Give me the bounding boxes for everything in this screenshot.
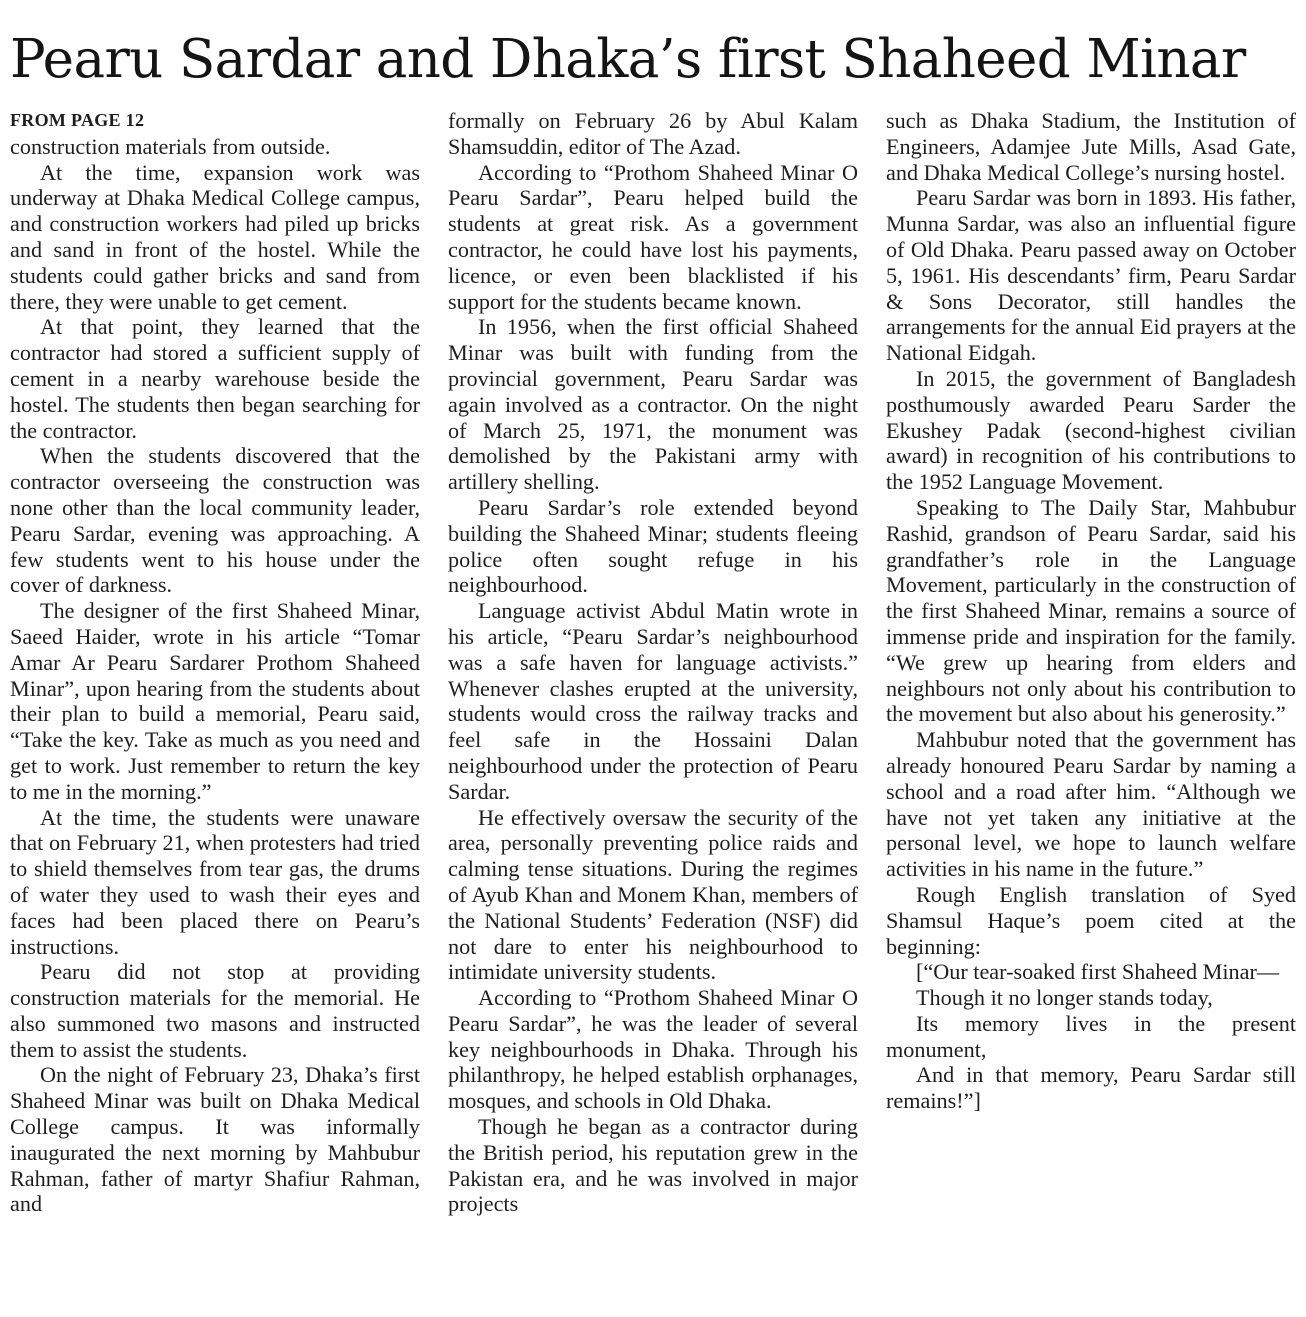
article-column-3: [886, 108, 1296, 1114]
poem-line: [“Our tear-soaked first Shaheed Minar—: [916, 959, 1280, 985]
article-paragraph: Rough English translation of Syed Shamsul Haque’s poem cited at the beginning:: [886, 881, 1296, 959]
article-column-1: [10, 108, 420, 1217]
article-paragraph: At the time, expansion work was underway at Dhaka Medical College campus, and construction workers had piled up bricks and sand in front of the hostel. While the students could gather bricks and sand from there, they were unable to get cement.: [10, 159, 420, 314]
poem-line: Though it no longer stands today,: [916, 985, 1213, 1011]
poem-line: And in that memory, Pearu Sardar still remains!”]: [886, 1062, 1296, 1114]
poem-line: Its memory lives in the present monument,: [886, 1010, 1296, 1062]
article-paragraph: Though he began as a contractor during the British period, his reputation grew in the Pakistan era, and he was involved in major projects: [448, 1114, 858, 1217]
article-paragraph: Pearu did not stop at providing construction materials for the memorial. He also summoned two masons and instructed them to assist the students.: [10, 959, 420, 1062]
article-paragraph: Pearu Sardar was born in 1893. His father, Munna Sardar, was also an influential figure of Old Dhaka. Pearu passed away on October 5, 1961. His descendants’ firm, Pearu Sardar & Sons Decorator, still handles the arrangements for the annual Eid prayers at the National Eidgah.: [886, 185, 1296, 366]
article-paragraph: such as Dhaka Stadium, the Institution of Engineers, Adamjee Jute Mills, Asad Gate, and Dhaka Medical College’s nursing hostel.: [886, 108, 1296, 185]
article-paragraph: According to “Prothom Shaheed Minar O Pearu Sardar”, Pearu helped build the students at great risk. As a government contractor, he could have lost his payments, licence, or even been blacklisted if his support for the students became known.: [448, 159, 858, 314]
article-paragraph: According to “Prothom Shaheed Minar O Pearu Sardar”, he was the leader of several key neighbourhoods in Dhaka. Through his philanthropy, he helped establish orphanages, mosques, and schools in Old Dhaka.: [448, 985, 858, 1114]
headline: Pearu Sardar and Dhaka’s first Shaheed Minar: [10, 29, 1246, 90]
article-paragraph: construction materials from outside.: [10, 133, 331, 159]
article-paragraph: The designer of the first Shaheed Minar, Saeed Haider, wrote in his article “Tomar Amar Ar Pearu Sardarer Prothom Shaheed Minar”, upon hearing from the students about their plan to build a memorial, Pearu said, “Take the key. Take as much as you need and get to work. Just remember to return the key to me in the morning.”: [10, 598, 420, 804]
article-paragraph: In 1956, when the first official Shaheed Minar was built with funding from the provincial government, Pearu Sardar was again involved as a contractor. On the night of March 25, 1971, the monument was demolished by the Pakistani army with artillery shelling.: [448, 314, 858, 495]
article-column-2: [448, 108, 858, 1217]
continuation-kicker: FROM PAGE 12: [10, 110, 145, 130]
article-paragraph: On the night of February 23, Dhaka’s first Shaheed Minar was built on Dhaka Medical College campus. It was informally inaugurated the next morning by Mahbubur Rahman, father of martyr Shafiur Rahman, and: [10, 1062, 420, 1217]
article-paragraph: formally on February 26 by Abul Kalam Shamsuddin, editor of The Azad.: [448, 108, 858, 159]
article-paragraph: He effectively oversaw the security of the area, personally preventing police raids and calming tense situations. During the regimes of Ayub Khan and Monem Khan, members of the National Students’ Federation (NSF) did not dare to enter his neighbourhood to intimidate university students.: [448, 804, 858, 985]
article-paragraph: When the students discovered that the contractor overseeing the construction was none other than the local community leader, Pearu Sardar, evening was approaching. A few students went to his house under the cover of darkness.: [10, 443, 420, 598]
article-paragraph: Pearu Sardar’s role extended beyond building the Shaheed Minar; students fleeing police often sought refuge in his neighbourhood.: [448, 494, 858, 598]
article-paragraph: At the time, the students were unaware that on February 21, when protesters had tried to shield themselves from tear gas, the drums of water they used to wash their eyes and faces had been placed there on Pearu’s instructions.: [10, 804, 420, 959]
article-paragraph: Speaking to The Daily Star, Mahbubur Rashid, grandson of Pearu Sardar, said his grandfather’s role in the Language Movement, particularly in the construction of the first Shaheed Minar, remains a source of immense pride and inspiration for the family. “We grew up hearing from elders and neighbours not only about his contribution to the movement but also about his generosity.”: [886, 494, 1296, 727]
article-paragraph: In 2015, the government of Bangladesh posthumously awarded Pearu Sarder the Ekushey Padak (second-highest civilian award) in recognition of his contributions to the 1952 Language Movement.: [886, 365, 1296, 495]
article-paragraph: At that point, they learned that the contractor had stored a sufficient supply of cement in a nearby warehouse beside the hostel. The students then began searching for the contractor.: [10, 314, 420, 443]
article-paragraph: Language activist Abdul Matin wrote in his article, “Pearu Sardar’s neighbourhood was a safe haven for language activists.” Whenever clashes erupted at the university, students would cross the railway tracks and feel safe in the Hossaini Dalan neighbourhood under the protection of Pearu Sardar.: [448, 598, 858, 804]
article-paragraph: Mahbubur noted that the government has already honoured Pearu Sardar by naming a school and a road after him. “Although we have not yet taken any initiative at the personal level, we hope to launch welfare activities in his name in the future.”: [886, 727, 1296, 882]
